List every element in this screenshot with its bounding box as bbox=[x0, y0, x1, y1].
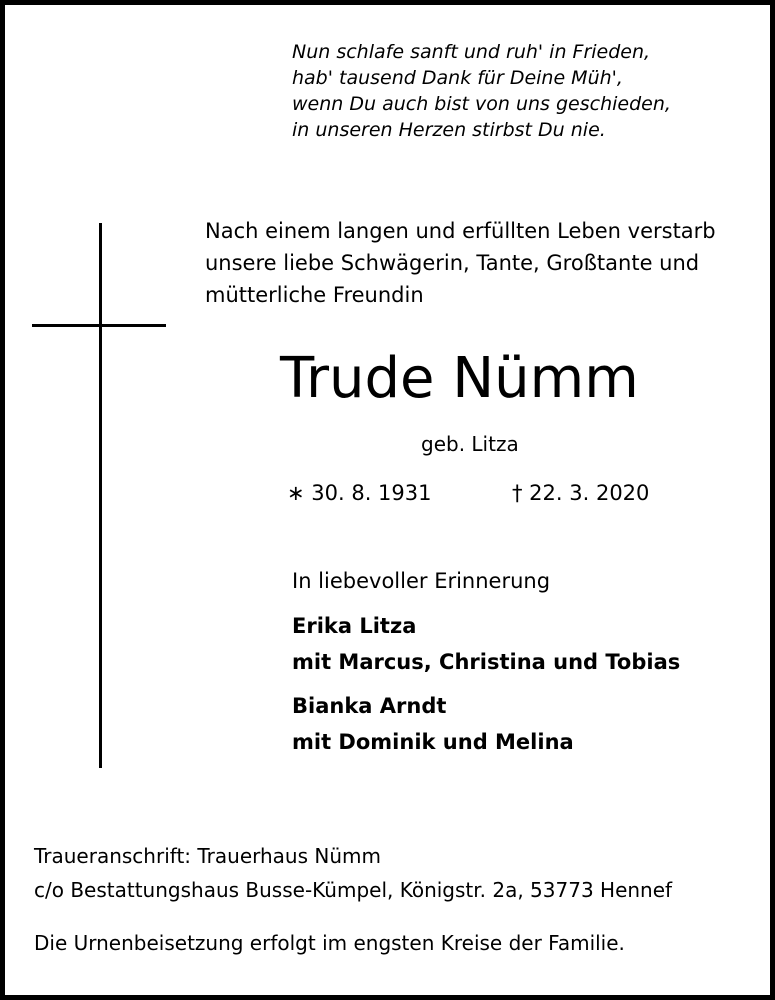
address-line: c/o Bestattungshaus Busse-Kümpel, Königstr. 2a, 53773 Hennef bbox=[34, 878, 673, 902]
announcement-line: unsere liebe Schwägerin, Tante, Großtante und bbox=[205, 251, 700, 275]
memorial-poem bbox=[292, 39, 762, 143]
mourner-family: mit Marcus, Christina und Tobias bbox=[292, 650, 681, 674]
mourner-group bbox=[292, 608, 680, 680]
poem-line: Nun schlafe sanft und ruh' in Frieden, bbox=[292, 41, 651, 63]
mourner-name: Erika Litza bbox=[292, 614, 417, 638]
birth-date: ∗ 30. 8. 1931 bbox=[287, 481, 432, 505]
cross-vertical-beam bbox=[99, 223, 102, 768]
burial-note: Die Urnenbeisetzung erfolgt im engsten Kreise der Familie. bbox=[34, 931, 625, 955]
announcement-line: Nach einem langen und erfüllten Leben verstarb bbox=[205, 219, 716, 243]
mourning-address bbox=[34, 839, 774, 907]
mourner-name: Bianka Arndt bbox=[292, 694, 447, 718]
mourner-family: mit Dominik und Melina bbox=[292, 730, 574, 754]
poem-line: in unseren Herzen stirbst Du nie. bbox=[292, 119, 606, 141]
announcement-line: mütterliche Freundin bbox=[205, 283, 424, 307]
cross-horizontal-beam bbox=[32, 324, 166, 327]
poem-line: hab' tausend Dank für Deine Müh', bbox=[292, 67, 623, 89]
poem-line: wenn Du auch bist von uns geschieden, bbox=[292, 93, 671, 115]
mourner-group bbox=[292, 688, 574, 760]
address-line: Traueranschrift: Trauerhaus Nümm bbox=[34, 844, 381, 868]
deceased-name: Trude Nümm bbox=[280, 346, 639, 411]
maiden-name: geb. Litza bbox=[421, 432, 519, 456]
announcement-text bbox=[205, 215, 775, 311]
remembrance-heading: In liebevoller Erinnerung bbox=[292, 569, 551, 593]
death-date: † 22. 3. 2020 bbox=[512, 481, 650, 505]
